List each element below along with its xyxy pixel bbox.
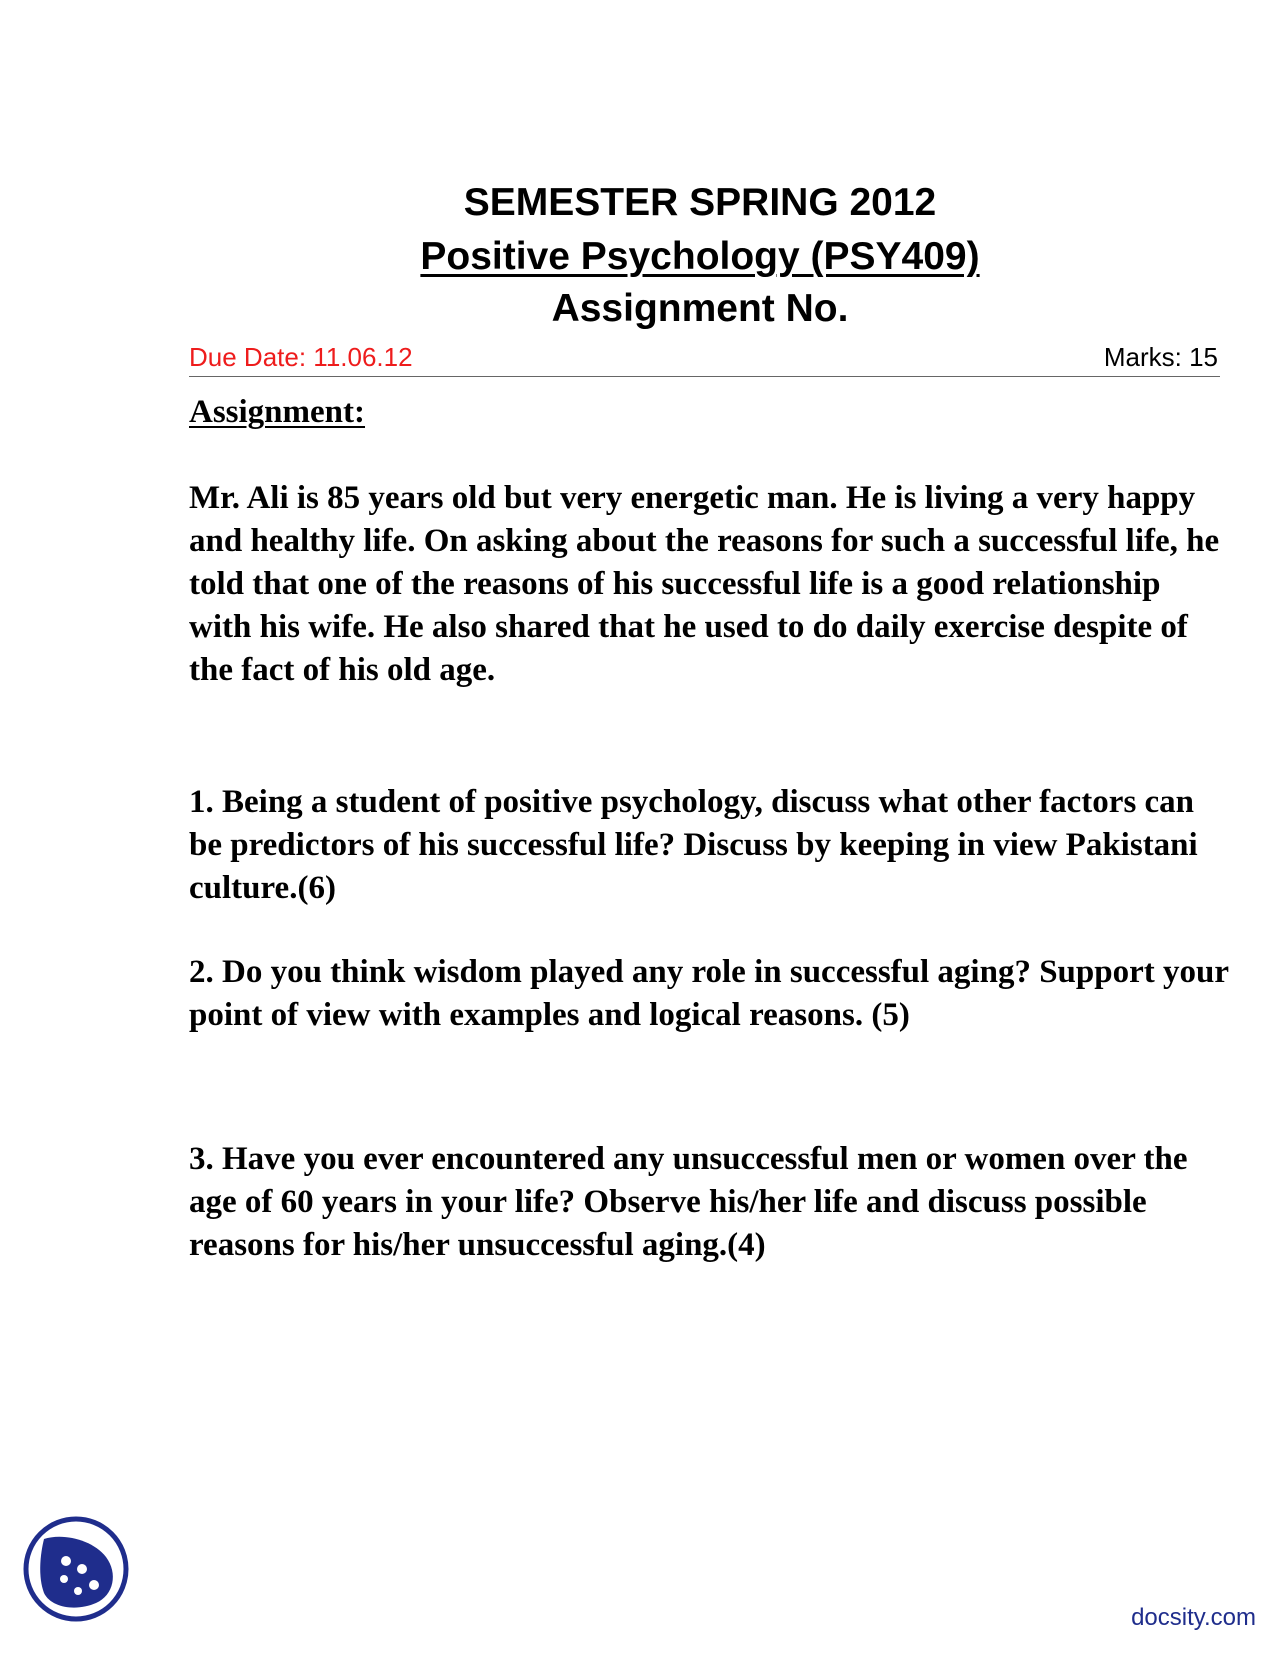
semester-title: SEMESTER SPRING 2012 <box>463 181 937 224</box>
due-date: Due Date: 11.06.12 <box>189 342 413 372</box>
question-1 <box>189 781 1229 910</box>
assignment-number-title: Assignment No. <box>551 287 849 330</box>
course-title <box>60 232 1280 282</box>
meta-row <box>189 340 1220 377</box>
marks-total: Marks: 15 <box>1103 342 1218 372</box>
question-text: 3. Have you ever encountered any unsuccessful men or women over the age of 60 years in your life? Observe his/her life and discuss possible reasons for his/her unsuccessful aging.(4) <box>189 1141 1188 1263</box>
scenario-text: Mr. Ali is 85 years old but very energetic man. He is living a very happy and healthy life. On asking about the reasons for such a successful life, he told that one of the reasons of his successful life is a good relationship with his wife. He also shared that he used to do daily exercise despite of the fact of his old age. <box>189 480 1220 688</box>
scenario-paragraph <box>189 477 1229 692</box>
question-2 <box>189 951 1229 1037</box>
question-3 <box>189 1138 1229 1267</box>
question-text: 1. Being a student of positive psychology, discuss what other factors can be predictors of his successful life? Discuss by keeping in view Pakistani culture.(6) <box>189 784 1198 906</box>
docsity-watermark: docsity.com <box>1131 1604 1256 1631</box>
assignment-heading: Assignment: <box>189 394 366 430</box>
course-title-text: Positive Psychology (PSY409) <box>420 235 980 278</box>
question-text: 2. Do you think wisdom played any role in successful aging? Support your point of view with examples and logical reasons. (5) <box>189 954 1229 1033</box>
docsity-logo-icon <box>22 1515 130 1623</box>
